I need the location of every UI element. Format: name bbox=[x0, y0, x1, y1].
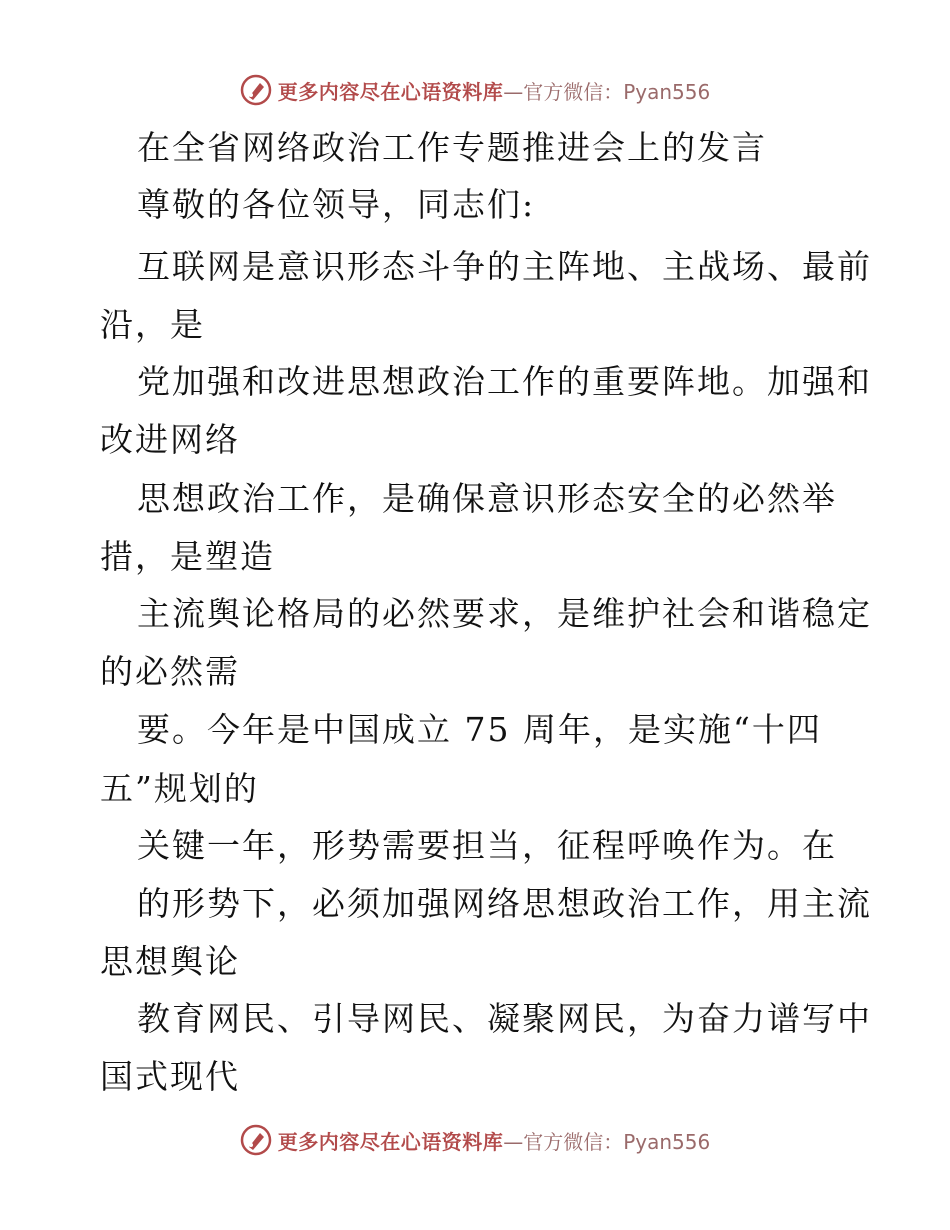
text-line: 思想政治工作，是确保意识形态安全的必然举 bbox=[137, 479, 837, 518]
document-title: 在全省网络政治工作专题推进会上的发言 bbox=[137, 128, 767, 167]
text-line: 沿，是 bbox=[100, 305, 205, 344]
text-line: 关键一年，形势需要担当，征程呼唤作为。在 bbox=[137, 826, 837, 865]
header-banner-wechat: —官方微信：Pyan556 bbox=[503, 79, 711, 104]
header-banner-title: 更多内容尽在心语资料库 bbox=[277, 79, 504, 104]
header-banner bbox=[0, 70, 950, 110]
pen-nib-logo-icon bbox=[240, 1124, 272, 1156]
text-line: 教育网民、引导网民、凝聚网民，为奋力谱写中 bbox=[137, 999, 872, 1038]
text-line: 改进网络 bbox=[100, 420, 240, 459]
text-line: 的形势下，必须加强网络思想政治工作，用主流 bbox=[137, 884, 872, 923]
text-line: 思想舆论 bbox=[100, 942, 240, 981]
text-line: 五”规划的 bbox=[100, 769, 259, 808]
footer-banner-title: 更多内容尽在心语资料库 bbox=[277, 1129, 504, 1154]
text-line: 的必然需 bbox=[100, 652, 240, 691]
text-line: 国式现代 bbox=[100, 1057, 240, 1096]
pen-nib-logo-icon bbox=[240, 74, 272, 106]
text-line: 措，是塑造 bbox=[100, 537, 275, 576]
text-line: 互联网是意识形态斗争的主阵地、主战场、最前 bbox=[137, 247, 872, 286]
text-line: 要。今年是中国成立 75 周年，是实施“十四 bbox=[137, 710, 822, 749]
footer-banner-wechat: —官方微信：Pyan556 bbox=[503, 1129, 711, 1154]
salutation: 尊敬的各位领导，同志们: bbox=[137, 185, 536, 224]
footer-banner bbox=[0, 1120, 950, 1160]
text-line: 主流舆论格局的必然要求，是维护社会和谐稳定 bbox=[137, 594, 872, 633]
text-line: 党加强和改进思想政治工作的重要阵地。加强和 bbox=[137, 362, 872, 401]
